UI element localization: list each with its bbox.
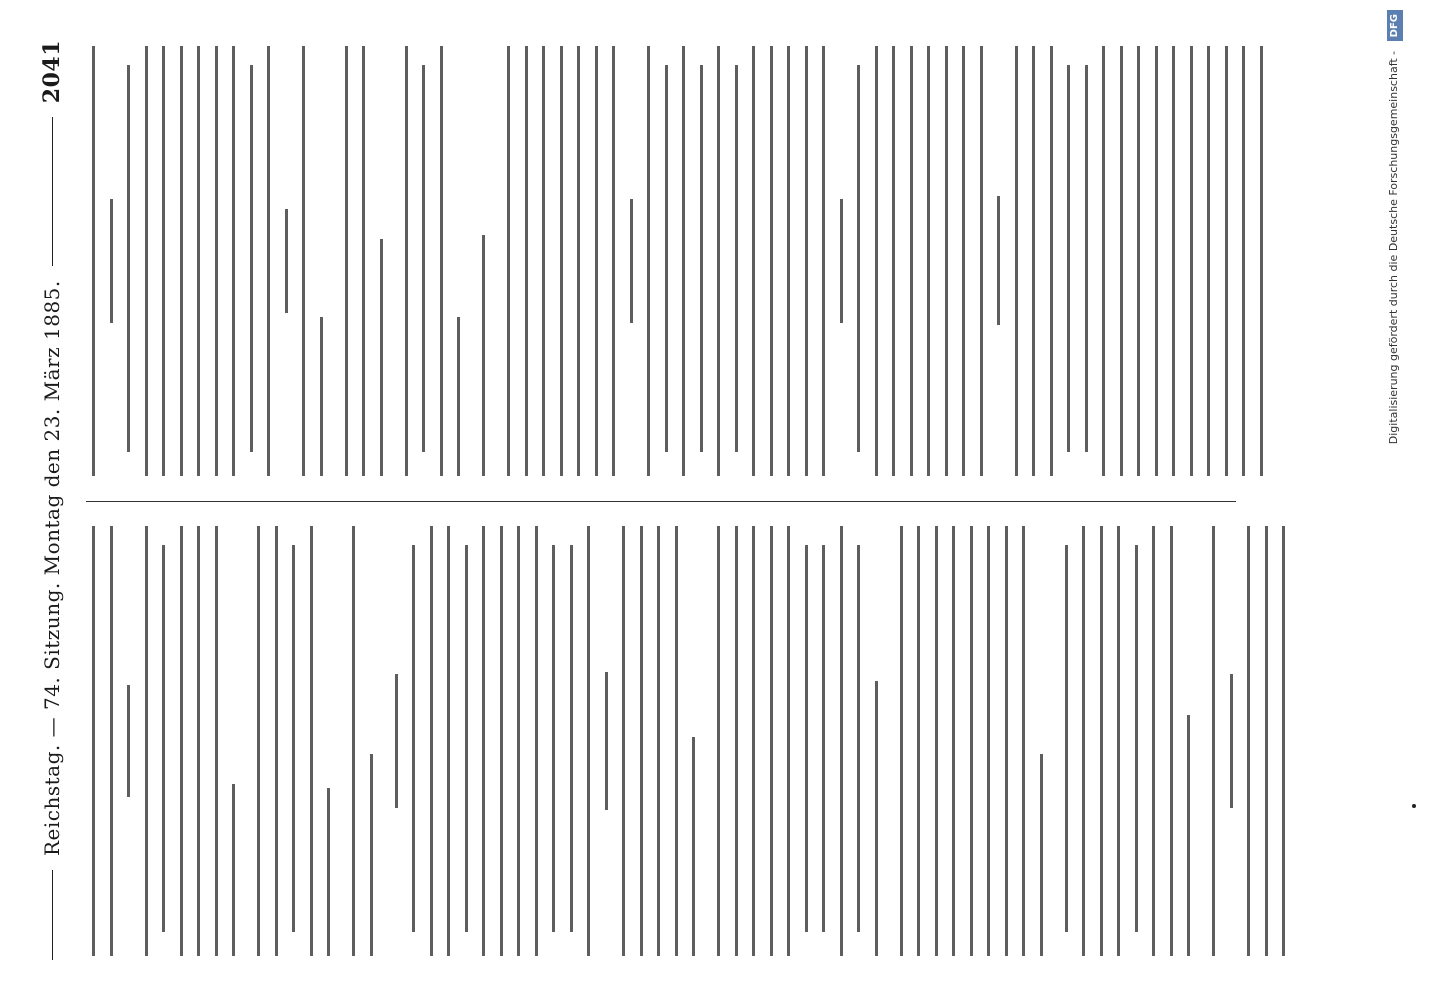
text-line bbox=[735, 526, 738, 956]
text-line bbox=[507, 46, 510, 476]
text-line bbox=[145, 46, 148, 476]
text-line bbox=[692, 737, 695, 956]
text-line bbox=[1040, 754, 1043, 956]
text-line bbox=[352, 526, 355, 956]
text-line bbox=[162, 46, 165, 476]
text-line bbox=[1187, 715, 1190, 956]
text-line bbox=[412, 545, 415, 932]
text-line bbox=[952, 526, 955, 956]
text-line bbox=[362, 46, 365, 476]
text-line bbox=[180, 526, 183, 956]
text-line bbox=[370, 754, 373, 956]
text-line bbox=[910, 46, 913, 476]
text-line bbox=[517, 526, 520, 956]
digitization-credit bbox=[1383, 10, 1405, 990]
text-line bbox=[1015, 46, 1018, 476]
text-line bbox=[180, 46, 183, 476]
text-line bbox=[1190, 46, 1193, 476]
text-line bbox=[822, 545, 825, 932]
text-line bbox=[110, 199, 113, 324]
text-line bbox=[840, 199, 843, 324]
text-line bbox=[1260, 46, 1263, 476]
text-line bbox=[215, 526, 218, 956]
text-line bbox=[500, 526, 503, 956]
text-line bbox=[1082, 526, 1085, 956]
text-line bbox=[310, 526, 313, 956]
text-line bbox=[92, 526, 95, 956]
text-line bbox=[1005, 526, 1008, 956]
text-line bbox=[787, 46, 790, 476]
text-line bbox=[700, 65, 703, 452]
text-line bbox=[587, 526, 590, 956]
text-line bbox=[440, 46, 443, 476]
text-line bbox=[735, 65, 738, 452]
text-line bbox=[1102, 46, 1105, 476]
text-line bbox=[1067, 65, 1070, 452]
text-line bbox=[535, 526, 538, 956]
text-line bbox=[962, 46, 965, 476]
text-line bbox=[892, 46, 895, 476]
text-line bbox=[327, 788, 330, 956]
text-line bbox=[422, 65, 425, 452]
text-line bbox=[1212, 526, 1215, 956]
text-line bbox=[345, 46, 348, 476]
text-line bbox=[917, 526, 920, 956]
page-header bbox=[30, 40, 74, 960]
text-line bbox=[1022, 526, 1025, 956]
text-line bbox=[1085, 65, 1088, 452]
text-line bbox=[127, 685, 130, 797]
text-line bbox=[1065, 545, 1068, 932]
text-line bbox=[980, 46, 983, 476]
text-line bbox=[570, 545, 573, 932]
text-line bbox=[1100, 526, 1103, 956]
text-line bbox=[1135, 545, 1138, 932]
text-line bbox=[997, 197, 1000, 326]
text-line bbox=[987, 526, 990, 956]
text-line bbox=[1155, 46, 1158, 476]
text-line bbox=[525, 46, 528, 476]
text-line bbox=[1247, 526, 1250, 956]
text-line bbox=[875, 681, 878, 956]
text-line bbox=[822, 46, 825, 476]
text-line bbox=[595, 46, 598, 476]
column-divider bbox=[86, 501, 1236, 502]
scan-speck bbox=[1412, 804, 1416, 808]
text-line bbox=[1050, 46, 1053, 476]
header-left-rule bbox=[52, 870, 53, 960]
text-line bbox=[145, 526, 148, 956]
text-line bbox=[552, 545, 555, 932]
text-line bbox=[840, 526, 843, 956]
text-line bbox=[127, 65, 130, 452]
text-line bbox=[380, 240, 383, 477]
text-line bbox=[1242, 46, 1245, 476]
text-line bbox=[162, 545, 165, 932]
text-line bbox=[605, 672, 608, 810]
text-line bbox=[447, 526, 450, 956]
text-line bbox=[787, 526, 790, 956]
text-line bbox=[612, 46, 615, 476]
text-line bbox=[232, 46, 235, 476]
text-line bbox=[875, 46, 878, 476]
digitization-note: Digitalisierung gefördert durch die Deutsche Forschungsgemeinschaft - bbox=[1387, 50, 1400, 445]
text-line bbox=[682, 46, 685, 476]
text-line bbox=[577, 46, 580, 476]
text-line bbox=[927, 46, 930, 476]
text-column-right bbox=[92, 46, 1277, 476]
text-line bbox=[630, 199, 633, 324]
text-line bbox=[647, 46, 650, 476]
text-line bbox=[717, 46, 720, 476]
text-line bbox=[302, 46, 305, 476]
text-line bbox=[232, 784, 235, 956]
text-line bbox=[717, 526, 720, 956]
text-line bbox=[275, 526, 278, 956]
text-line bbox=[542, 46, 545, 476]
text-line bbox=[752, 526, 755, 956]
text-line bbox=[405, 46, 408, 476]
text-line bbox=[657, 526, 660, 956]
text-column-left bbox=[92, 526, 1300, 956]
text-line bbox=[770, 46, 773, 476]
text-line bbox=[560, 46, 563, 476]
text-line bbox=[285, 209, 288, 312]
text-line bbox=[197, 526, 200, 956]
text-line bbox=[267, 46, 270, 476]
page-title: Reichstag. — 74. Sitzung. Montag den 23. März 1885. bbox=[40, 280, 64, 856]
text-line bbox=[92, 46, 95, 476]
text-line bbox=[640, 526, 643, 956]
text-line bbox=[857, 65, 860, 452]
text-line bbox=[430, 526, 433, 956]
text-line bbox=[945, 46, 948, 476]
header-right-rule bbox=[52, 117, 53, 266]
text-line bbox=[482, 235, 485, 476]
text-line bbox=[465, 545, 468, 932]
text-line bbox=[1032, 46, 1035, 476]
text-line bbox=[935, 526, 938, 956]
dfg-logo: DFG bbox=[1387, 10, 1403, 41]
text-line bbox=[395, 674, 398, 807]
text-line bbox=[1152, 526, 1155, 956]
page-number: 2041 bbox=[39, 40, 65, 104]
text-line bbox=[292, 545, 295, 932]
text-line bbox=[250, 65, 253, 452]
text-line bbox=[1120, 46, 1123, 476]
text-line bbox=[482, 526, 485, 956]
text-line bbox=[1172, 46, 1175, 476]
text-line bbox=[805, 46, 808, 476]
text-line bbox=[320, 317, 323, 476]
text-line bbox=[197, 46, 200, 476]
text-line bbox=[900, 526, 903, 956]
text-line bbox=[805, 545, 808, 932]
text-line bbox=[675, 526, 678, 956]
text-line bbox=[770, 526, 773, 956]
text-line bbox=[257, 526, 260, 956]
text-line bbox=[1230, 674, 1233, 807]
text-line bbox=[857, 545, 860, 932]
text-line bbox=[1207, 46, 1210, 476]
text-line bbox=[110, 526, 113, 956]
text-line bbox=[215, 46, 218, 476]
text-line bbox=[1265, 526, 1268, 956]
text-line bbox=[970, 526, 973, 956]
text-line bbox=[1117, 526, 1120, 956]
text-line bbox=[1282, 526, 1285, 956]
text-line bbox=[457, 317, 460, 476]
text-line bbox=[752, 46, 755, 476]
text-line bbox=[665, 65, 668, 452]
text-line bbox=[1170, 526, 1173, 956]
text-line bbox=[1225, 46, 1228, 476]
text-line bbox=[1137, 46, 1140, 476]
text-line bbox=[622, 526, 625, 956]
